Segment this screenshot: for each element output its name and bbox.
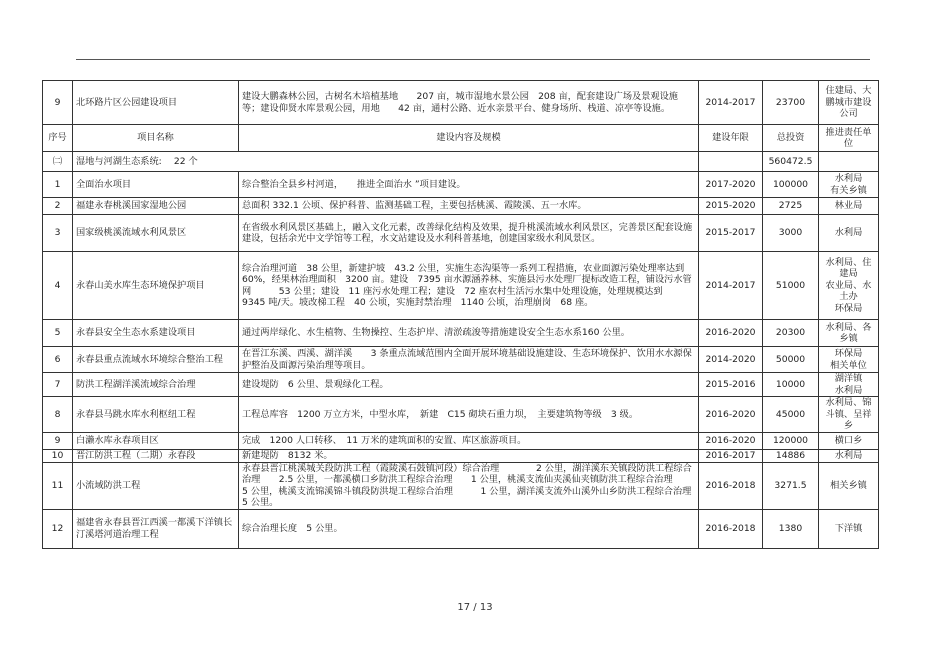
table-row bbox=[43, 449, 879, 462]
years-cell: 2016-2018 bbox=[699, 509, 763, 548]
responsible-unit-cell: 横口乡 bbox=[819, 432, 879, 449]
project-name-cell: 防洪工程湖洋溪流域综合治理 bbox=[73, 373, 239, 397]
table-row bbox=[43, 397, 879, 433]
table-row bbox=[43, 347, 879, 373]
seq-cell: 5 bbox=[43, 320, 73, 347]
seq-cell: 7 bbox=[43, 373, 73, 397]
seq-cell: 8 bbox=[43, 397, 73, 433]
investment-cell: 23700 bbox=[763, 81, 819, 125]
table-row bbox=[43, 373, 879, 397]
content-cell: 建设堤防 6 公里、景观绿化工程。 bbox=[239, 373, 699, 397]
seq-cell: 4 bbox=[43, 252, 73, 320]
section-investment: 560472.5 bbox=[763, 152, 819, 172]
content-cell: 工程总库容 1200 万立方米，中型水库， 新建 C15 砌块石重力坝， 主要建筑物等级 3 级。 bbox=[239, 397, 699, 433]
col-header-content: 建设内容及规模 bbox=[239, 125, 699, 152]
seq-cell: 3 bbox=[43, 215, 73, 252]
investment-cell: 100000 bbox=[763, 172, 819, 198]
section-seq: ㈡ bbox=[43, 152, 73, 172]
responsible-unit-cell: 湖洋镇 水利局 bbox=[819, 373, 879, 397]
project-name-cell: 永春县重点流域水环境综合整治工程 bbox=[73, 347, 239, 373]
responsible-unit-cell: 下洋镇 bbox=[819, 509, 879, 548]
years-cell: 2017-2020 bbox=[699, 172, 763, 198]
seq-cell: 11 bbox=[43, 462, 73, 509]
investment-cell: 10000 bbox=[763, 373, 819, 397]
content-cell: 综合治理长度 5 公里。 bbox=[239, 509, 699, 548]
project-name-cell: 永春县马跳水库水利枢纽工程 bbox=[73, 397, 239, 433]
years-cell: 2016-2020 bbox=[699, 432, 763, 449]
content-cell: 在省级水利风景区基础上，融入文化元素，改善绿化结构及效果，提升桃溪流域水利风景区，完善景区配套设施建设，包括余光中文学馆等工程，水文站建设及水利科普基地，创建国家级水利风景区。 bbox=[239, 215, 699, 252]
empty-cell bbox=[699, 152, 763, 172]
investment-cell: 20300 bbox=[763, 320, 819, 347]
responsible-unit-cell: 水利局 bbox=[819, 215, 879, 252]
years-cell: 2014-2017 bbox=[699, 252, 763, 320]
table-row bbox=[43, 432, 879, 449]
investment-cell: 120000 bbox=[763, 432, 819, 449]
page-number: 17 / 13 bbox=[457, 602, 493, 613]
project-name-cell: 全面治水项目 bbox=[73, 172, 239, 198]
table-row bbox=[43, 215, 879, 252]
project-name-cell: 北环路片区公园建设项目 bbox=[73, 81, 239, 125]
project-name-cell: 白濑水库永春项目区 bbox=[73, 432, 239, 449]
investment-cell: 51000 bbox=[763, 252, 819, 320]
seq-cell: 9 bbox=[43, 432, 73, 449]
table-row bbox=[43, 462, 879, 509]
years-cell: 2016-2020 bbox=[699, 397, 763, 433]
responsible-unit-cell: 水利局 有关乡镇 bbox=[819, 172, 879, 198]
project-name-cell: 小流域防洪工程 bbox=[73, 462, 239, 509]
col-header-years: 建设年限 bbox=[699, 125, 763, 152]
project-name-cell: 福建省永春县晋江西溪一都溪下洋镇长汀溪塔河道治理工程 bbox=[73, 509, 239, 548]
seq-cell: 1 bbox=[43, 172, 73, 198]
years-cell: 2014-2020 bbox=[699, 347, 763, 373]
seq-cell: 9 bbox=[43, 81, 73, 125]
years-cell: 2015-2016 bbox=[699, 373, 763, 397]
table-row bbox=[43, 509, 879, 548]
responsible-unit-cell: 水利局、各乡镇 bbox=[819, 320, 879, 347]
content-cell: 建设大鹏森林公园，古树名木培植基地 207 亩，城市湿地水景公园 208 亩，配套建设广场及景观设施等；建设仰贤水库景观公园，用地 42 亩，通村公路、近水亲景平台、健身场所、栈道、凉亭等设施。 bbox=[239, 81, 699, 125]
table-row bbox=[43, 198, 879, 215]
responsible-unit-cell: 相关乡镇 bbox=[819, 462, 879, 509]
seq-cell: 6 bbox=[43, 347, 73, 373]
content-cell: 综合整治全县乡村河道， 推进全面治水 ”项目建设。 bbox=[239, 172, 699, 198]
empty-cell bbox=[819, 152, 879, 172]
responsible-unit-cell: 住建局、大鹏城市建设公司 bbox=[819, 81, 879, 125]
responsible-unit-cell: 水利局、锦斗镇、呈祥乡 bbox=[819, 397, 879, 433]
years-cell: 2016-2018 bbox=[699, 462, 763, 509]
col-header-name: 项目名称 bbox=[73, 125, 239, 152]
responsible-unit-cell: 环保局 相关单位 bbox=[819, 347, 879, 373]
project-name-cell: 永春山美水库生态环境保护项目 bbox=[73, 252, 239, 320]
responsible-unit-cell: 水利局、住建局 农业局、水土办 环保局 bbox=[819, 252, 879, 320]
header-rule bbox=[76, 59, 870, 60]
table-row bbox=[43, 252, 879, 320]
investment-cell: 3271.5 bbox=[763, 462, 819, 509]
table-row bbox=[43, 81, 879, 125]
investment-cell: 45000 bbox=[763, 397, 819, 433]
investment-cell: 1380 bbox=[763, 509, 819, 548]
table-row bbox=[43, 172, 879, 198]
content-cell: 在晋江东溪、西溪、湖洋溪 3 条重点流域范围内全面开展环境基础设施建设、生态环境保护、饮用水水源保护整治及面源污染治理等项目。 bbox=[239, 347, 699, 373]
seq-cell: 12 bbox=[43, 509, 73, 548]
col-header-seq: 序号 bbox=[43, 125, 73, 152]
seq-cell: 10 bbox=[43, 449, 73, 462]
content-cell: 综合治理河道 38 公里，新建护坡 43.2 公里，实施生态沟渠等一系列工程措施，农业面源污染处理率达到 60%，经果林治理面积 3200 亩。建设 7395 亩水源涵养林、实施县污水处理厂提标改造工程，铺设污水管网 53 公里；建设 11 座污水处理工程；建设 72 座农村生活污水集中处理设施，处理规模达到 9345 吨/天。坡改梯工程 40 公顷，实施封禁治理 1140 公顷，治理崩岗 68 座。 bbox=[239, 252, 699, 320]
project-name-cell: 福建永春桃溪国家湿地公园 bbox=[73, 198, 239, 215]
investment-cell: 2725 bbox=[763, 198, 819, 215]
project-name-cell: 永春县安全生态水系建设项目 bbox=[73, 320, 239, 347]
investment-cell: 50000 bbox=[763, 347, 819, 373]
content-cell: 总面积 332.1 公顷、保护科普、监测基础工程，主要包括桃溪、霞陵溪、五一水库。 bbox=[239, 198, 699, 215]
project-name-cell: 晋江防洪工程（二期）永春段 bbox=[73, 449, 239, 462]
section-title: 湿地与河湖生态系统: 22 个 bbox=[73, 152, 699, 172]
column-header-row bbox=[43, 125, 879, 152]
years-cell: 2015-2020 bbox=[699, 198, 763, 215]
content-cell: 新建堤防 8132 米。 bbox=[239, 449, 699, 462]
years-cell: 2015-2017 bbox=[699, 215, 763, 252]
responsible-unit-cell: 林业局 bbox=[819, 198, 879, 215]
project-name-cell: 国家级桃溪流域水利风景区 bbox=[73, 215, 239, 252]
years-cell: 2014-2017 bbox=[699, 81, 763, 125]
seq-cell: 2 bbox=[43, 198, 73, 215]
table-row bbox=[43, 320, 879, 347]
investment-cell: 14886 bbox=[763, 449, 819, 462]
content-cell: 通过两岸绿化、水生植物、生物操控、生态护岸、清淤疏浚等措施建设安全生态水系160 公里。 bbox=[239, 320, 699, 347]
content-cell: 完成 1200 人口转移、 11 万米的建筑面积的安置、库区旅游项目。 bbox=[239, 432, 699, 449]
years-cell: 2016-2017 bbox=[699, 449, 763, 462]
years-cell: 2016-2020 bbox=[699, 320, 763, 347]
project-table bbox=[42, 80, 879, 549]
responsible-unit-cell: 水利局 bbox=[819, 449, 879, 462]
content-cell: 永春县晋江桃溪城关段防洪工程（霞陵溪石鼓镇河段）综合治理 2 公里，湖洋溪东关镇段防洪工程综合治理 2.5 公里，一都溪横口乡防洪工程综合治理 1 公里，桃溪支流仙夹溪仙夹镇防洪工程综合治理 5 公里，桃溪支流锦溪锦斗镇段防洪堤工程综合治理 1 公里，湖洋溪支流外山溪外山乡防洪工程综合治理 5 公里。 bbox=[239, 462, 699, 509]
section-row bbox=[43, 152, 879, 172]
investment-cell: 3000 bbox=[763, 215, 819, 252]
col-header-investment: 总投资 bbox=[763, 125, 819, 152]
col-header-unit: 推进责任单位 bbox=[819, 125, 879, 152]
